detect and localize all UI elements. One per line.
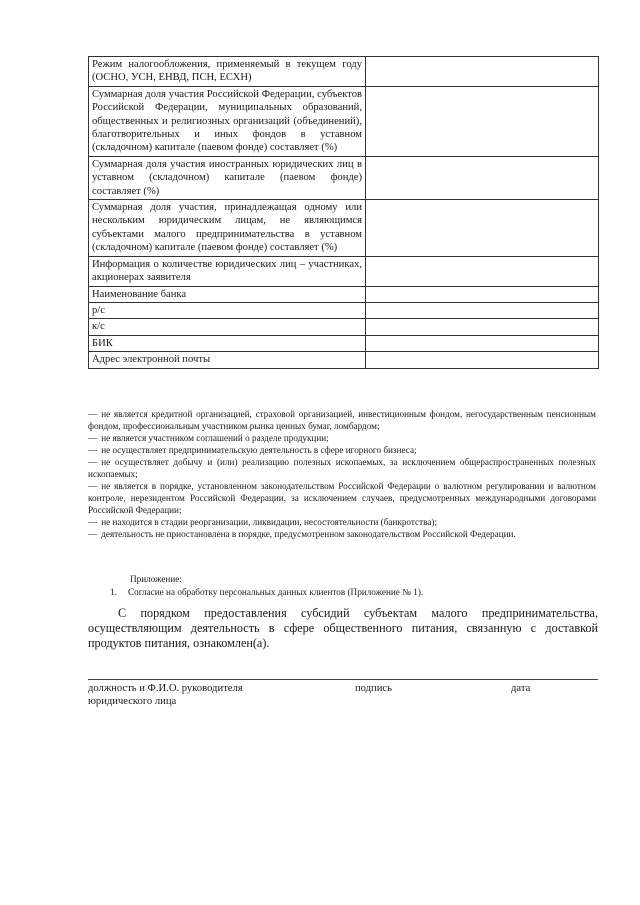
dash-bullet: —	[88, 409, 98, 419]
appendix-item-text: Согласие на обработку персональных данных клиентов (Приложение № 1).	[128, 587, 424, 597]
row-label: Наименование банка	[89, 286, 366, 302]
table-row	[89, 352, 599, 368]
applicant-conditions-list	[88, 409, 596, 541]
dash-bullet: —	[88, 457, 98, 468]
position-label-line2: юридического лица	[88, 696, 177, 707]
dash-bullet: —	[88, 481, 98, 492]
table-row	[89, 200, 599, 257]
appendix-title: Приложение:	[130, 574, 182, 584]
dash-bullet: —	[88, 516, 98, 527]
condition-text: не находится в стадии реорганизации, ликвидации, несостоятельности (банкротства);	[101, 516, 438, 527]
condition-text: не является кредитной организацией, страховой организацией, инвестиционным фондом, негосударственным пенсионным фондом, профессиональным участником рынка ценных бумаг, ломбардом;	[88, 409, 596, 431]
condition-item	[88, 433, 596, 445]
condition-text: деятельность не приостановлена в порядке, предусмотренном законодательством Российской Федерации.	[101, 529, 516, 540]
row-label: БИК	[89, 335, 366, 351]
consent-paragraph: С порядком предоставления субсидий субъектам малого предпринимательства, осуществляющим деятельность в сфере общественного питания, связанную с доставкой продуктов питания, ознакомлен(а).	[88, 606, 598, 650]
row-value-field[interactable]	[366, 200, 599, 257]
condition-text: не осуществляет предпринимательскую деятельность в сфере игорного бизнеса;	[101, 445, 417, 456]
row-value-field[interactable]	[366, 302, 599, 318]
row-label: р/с	[89, 302, 366, 318]
row-value-field[interactable]	[366, 319, 599, 335]
signature-label: подпись	[355, 683, 392, 694]
table-row	[89, 286, 599, 302]
row-value-field[interactable]	[366, 86, 599, 156]
table-row	[89, 156, 599, 199]
condition-item	[88, 517, 596, 529]
table-row	[89, 256, 599, 286]
row-value-field[interactable]	[366, 156, 599, 199]
dash-bullet: —	[88, 445, 98, 456]
table-row	[89, 335, 599, 351]
signature-line	[88, 679, 598, 680]
row-label: Режим налогообложения, применяемый в текущем году (ОСНО, УСН, ЕНВД, ПСН, ЕСХН)	[89, 57, 366, 87]
table-row	[89, 302, 599, 318]
position-label	[88, 682, 243, 708]
row-value-field[interactable]	[366, 352, 599, 368]
row-label: Суммарная доля участия, принадлежащая одному или нескольким юридическим лицам, не являющимся субъектами малого предпринимательства в уставном (складочном) капитале (паевом фонде) составляет (%)	[89, 200, 366, 257]
condition-text: не осуществляет добычу и (или) реализацию полезных ископаемых, за исключением общераспространенных полезных ископаемых;	[88, 457, 596, 480]
table-row	[89, 57, 599, 87]
date-label: дата	[511, 683, 531, 694]
appendix-item-number: 1.	[110, 587, 117, 597]
row-value-field[interactable]	[366, 286, 599, 302]
condition-item	[88, 457, 596, 480]
condition-item	[88, 529, 596, 541]
table-row	[89, 86, 599, 156]
dash-bullet: —	[88, 432, 98, 443]
position-label-line1: должность и Ф.И.О. руководителя	[88, 683, 243, 694]
table-row	[89, 319, 599, 335]
row-label: Суммарная доля участия Российской Федерации, субъектов Российской Федерации, муниципальных образований, общественных и религиозных организаций (объединений), благотворительных и иных фондов в уставном (складочном) капитале (паевом фонде) составляет (%)	[89, 86, 366, 156]
condition-item	[88, 481, 596, 516]
dash-bullet: —	[88, 529, 98, 540]
appendix-item	[110, 586, 423, 598]
row-label: Адрес электронной почты	[89, 352, 366, 368]
row-value-field[interactable]	[366, 256, 599, 286]
row-label: Суммарная доля участия иностранных юридических лиц в уставном (складочном) капитале (паевом фонде) составляет (%)	[89, 156, 366, 199]
condition-text: не является в порядке, установленном законодательством Российской Федерации о валютном регулировании и валютном контроле, нерезидентом Российской Федерации, за исключением случаев, предусмотренных международными договорами Российской Федерации;	[88, 481, 596, 515]
row-label: к/с	[89, 319, 366, 335]
row-value-field[interactable]	[366, 335, 599, 351]
row-label: Информация о количестве юридических лиц – участниках, акционерах заявителя	[89, 256, 366, 286]
condition-text: не является участником соглашений о разделе продукции;	[101, 432, 329, 443]
condition-item	[88, 409, 596, 432]
applicant-info-table	[88, 56, 599, 369]
row-value-field[interactable]	[366, 57, 599, 87]
condition-item	[88, 445, 596, 457]
